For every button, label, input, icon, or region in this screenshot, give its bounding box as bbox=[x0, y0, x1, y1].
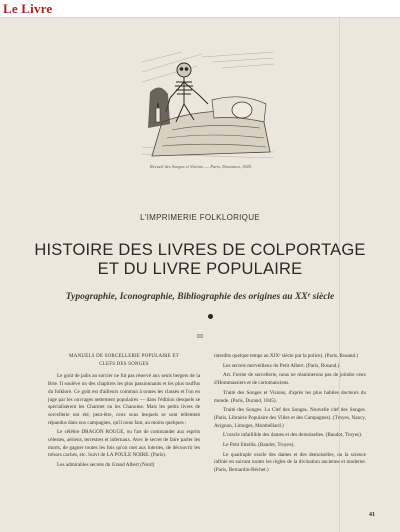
column-heading-line-2: CLEFS DES SONGES bbox=[99, 361, 149, 367]
column-heading-line-1: MANUELS DE SORCELLERIE POPULAIRE ET bbox=[69, 354, 179, 359]
article-subtitle: Typographie, Iconographie, Bibliographie des origines au XXᵉ siècle bbox=[65, 292, 335, 302]
paragraph: Les secrets merveilleux du Petit Albert. (Paris, Rusand.) bbox=[223, 362, 340, 369]
part-number: III bbox=[197, 334, 203, 340]
title-line-2: ET DU LIVRE POPULAIRE bbox=[97, 260, 303, 278]
page-number: 41 bbox=[369, 512, 375, 518]
site-logo[interactable]: Le Livre bbox=[3, 1, 53, 16]
top-bar bbox=[0, 0, 400, 18]
engraving-illustration bbox=[142, 52, 274, 164]
left-column bbox=[48, 353, 200, 472]
column-heading bbox=[48, 353, 200, 368]
paragraph: Les admirables secrets du Grand Albert (Nord) bbox=[57, 462, 155, 469]
section-label: L'IMPRIMERIE FOLKLORIQUE bbox=[140, 213, 260, 222]
right-column bbox=[214, 353, 366, 477]
paragraph: Art. Forme de sorcellerie, nous ne réanimerons pas de joindre ceux d'Hommassiers et de cartomanciens. bbox=[214, 372, 366, 387]
paragraph: interdits quelque temps au XIXᵉ siècle par la police). (Paris, Rusand.) bbox=[214, 353, 359, 359]
paragraph: Traité des Songes et Visions, d'après les plus habiles docteurs du monde. (Paris, Durand, 1845). bbox=[214, 389, 366, 404]
paragraph: L'oracle infaillible des dames et des demoiselles. (Baudot, Troyes). bbox=[223, 432, 363, 439]
paragraph: Le quadruple oracle des dames et des demoiselles, ou la science infinie en suivant toutes les règles de la divination ancienne et moderne. (Paris, Bernardin-Béchet.) bbox=[214, 451, 366, 474]
paragraph: Le Petit Etteilla. (Baudot, Troyes). bbox=[223, 442, 295, 449]
paragraph: Traité des Songes. La Clef des Songes. Nouvelle clef des Songes. (Paris, Librairie Populaire des Villes et des Campagnes). (Troyes, Nancy, Avignon, Limoges, Montbéliard.) bbox=[214, 407, 366, 429]
paragraph: Le célèbre DRAGON ROUGE, ou l'art de commander aux esprits célestes, aériens, terrestres et infernaux. Avec le secret de faire parler les morts, de gagner toutes les fois qu'on met aux loteries, de découvrir les trésors cachés, etc. Suivi de LA POULE NOIRE. (Paris). bbox=[48, 429, 200, 459]
paragraph: Le goût de jadis au sorcier ne fut pas réservé aux seuls bergers de la Brie. Il soulève un des chapitres les plus passionnants et les plus touffus du folklore. Ce goût est d'ailleurs commun à toutes les classes et l'on en juge par les ouvrages nettement populaires — dans l'édition desquels se spécialisèrent les Charmet ou les Chanoine. Mais les petits livres de sorcellerie ont été, peut-être, ceux sous lesquels se sont tellement répandus dans nos campagnes, qu'il nous faut, au moins quelques : bbox=[48, 373, 200, 426]
article-title bbox=[0, 241, 400, 279]
illustration-caption: Recueil des Songes et Visions. — Paris, Duranton, 1845. bbox=[150, 164, 253, 169]
title-line-1: HISTOIRE DES LIVRES DE COLPORTAGE bbox=[34, 241, 366, 259]
sleeper-head bbox=[232, 102, 252, 118]
candle bbox=[156, 108, 160, 122]
ornament-dot bbox=[208, 314, 213, 319]
